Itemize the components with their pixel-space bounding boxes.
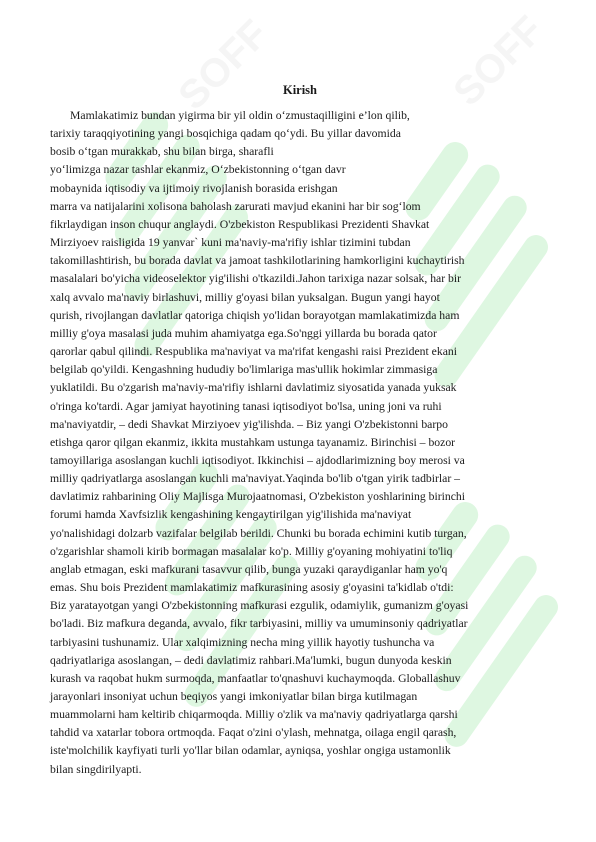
text-line: bosib o‘tgan murakkab, shu bilan birga, sharafli [50, 145, 274, 159]
text-line: milliy g'oya masalasi juda muhim ahamiyatga ega.So'nggi yillarda bu borada qator [50, 326, 437, 340]
text-line: tamoyillariga asoslangan kuchli iqtisodiyot. Ikkinchisi – ajdodlarimizning boy merosi va [50, 453, 465, 467]
text-line: xalq avvalo ma'naviy birlashuvi, milliy g'oyasi bilan yuksalgan. Bugun yangi hayot [50, 290, 440, 304]
text-line: jarayonlari insoniyat uchun beqiyos yangi imkoniyatlar bilan birga kutilmagan [50, 690, 418, 703]
text-line: fikrlaydigan inson chuqur anglaydi. O'zbekiston Respublikasi Prezidenti Shavkat [50, 217, 430, 231]
text-line: tarbiyasini tushunamiz. Ular xalqimizning necha ming yillik hayotiy tushuncha va [50, 635, 435, 649]
text-line: mobaynida iqtisodiy va ijtimoiy rivojlanish borasida erishgan [50, 181, 338, 195]
page-title: Kirish [282, 83, 318, 97]
text-line: qarorlar qabul qilindi. Respublika ma'naviyat va ma'rifat kengashi raisi Prezident ekani [50, 345, 457, 359]
text-line: tarixiy taraqqiyotining yangi bosqichiga qadam qo‘ydi. Bu yillar davomida [50, 127, 401, 141]
text-line: yo'nalishidagi dolzarb vazifalar belgilab berildi. Chunki bu borada echimini kutib turgan, [50, 526, 467, 540]
text-line: belgilab qo'yildi. Kengashning hududiy bo'limlariga mas'ullik hokimlar zimmasiga [50, 363, 438, 377]
text-line: ma'naviyatdir, – dedi Shavkat Mirziyoev yig'ilishda. – Biz yangi O'zbekistonni barpo [50, 417, 448, 431]
text-line: o'ringa ko'tardi. Agar jamiyat hayotining tanasi iqtisodiyot bo'lsa, uning joni va ruhi [50, 399, 442, 413]
watermark-text: SOFF [170, 11, 277, 119]
text-line: takomillashtirish, bu borada davlat va jamoat tashkilotlarining hamkorligini kuchaytirish [50, 254, 465, 268]
text-line: Mirziyoev raisligida 19 yanvar` kuni ma'naviy-ma'rifiy ishlar tizimini tubdan [50, 236, 411, 250]
text-line: yuklatildi. Bu o'zgarish ma'naviy-ma'rifiy ishlarni davlatimiz siyosatida yanada yuksak [50, 381, 457, 395]
text-line: milliy qadriyatlarga asoslangan kuchli ma'naviyat.Yaqinda bo'lib o'tgan yirik tadbirlar – [50, 472, 460, 486]
text-line: o'zgarishlar shamoli kirib bormagan masalalar ko'p. Milliy g'oyaning mohiyatini to'liq [50, 544, 453, 558]
text-line: bo'ladi. Biz mafkura deganda, avvalo, fikr tarbiyasini, milliy va umuminsoniy qadriyatlar [50, 617, 468, 631]
watermark-text: SOFF [445, 7, 552, 115]
text-line: Biz yaratayotgan yangi O'zbekistonning mafkurasi ezgulik, odamiylik, gumanizm g'oyasi [50, 599, 469, 613]
text-line: anglab etmagan, eski mafkurani tasavvur qilib, bunga yuzaki qaraydiganlar ham yo'q [50, 562, 448, 576]
text-line: etishga qaror qilgan ekanmiz, ikkita mustahkam ustunga tayanamiz. Birinchisi – bozor [50, 435, 456, 449]
text-line: Mamlakatimiz bundan yigirma bir yil oldin o‘zmustaqilligini e’lon qilib, [70, 109, 410, 122]
text-line: yo‘limizga nazar tashlar ekanmiz, O‘zbekistonning o‘tgan davr [50, 163, 346, 177]
text-line: qurish, rivojlangan davlatlar qatoriga chiqish yo'lidan borayotgan mamlakatimizda ham [50, 308, 460, 322]
text-line: bilan singdirilyapti. [50, 762, 142, 776]
document-page [50, 0, 550, 779]
text-line: qadriyatlariga asoslangan, – dedi davlatimiz rahbari.Ma'lumki, bugun dunyoda keskin [50, 653, 452, 667]
text-line: muammolarni ham keltirib chiqarmoqda. Milliy o'zlik va ma'naviy qadriyatlarga qarshi [50, 708, 458, 722]
text-line: marra va natijalarini xolisona baholash zarurati mavjud ekanini har bir sog‘lom [50, 199, 421, 213]
text-line: iste'molchilik kayfiyati turli yo'llar bilan odamlar, ayniqsa, yoshlar ongiga ustamonlik [50, 744, 451, 758]
text-line: davlatimiz rahbarining Oliy Majlisga Murojaatnomasi, O'zbekiston yoshlarining birinchi [50, 490, 465, 504]
text-line: kurash va raqobat hukm surmoqda, manfaatlar to'qnashuvi kuchaymoqda. Globallashuv [50, 671, 461, 685]
text-line: masalalari bo'yicha videoselektor yig'ilishi o'tkazildi.Jahon tarixiga nazar solsak, har bir [50, 272, 462, 286]
text-line: forumi hamda Xavfsizlik kengashining kengaytirilgan yig'ilishida ma'naviyat [50, 508, 412, 522]
body-text [50, 107, 550, 779]
text-line: emas. Shu bois Prezident mamlakatimiz mafkurasining asosiy g'oyasini ta'kidlab o'tdi: [50, 581, 454, 595]
text-line: tahdid va xatarlar tobora ortmoqda. Faqat o'zini o'ylash, mehnatga, oilaga engil qarash, [50, 726, 457, 740]
